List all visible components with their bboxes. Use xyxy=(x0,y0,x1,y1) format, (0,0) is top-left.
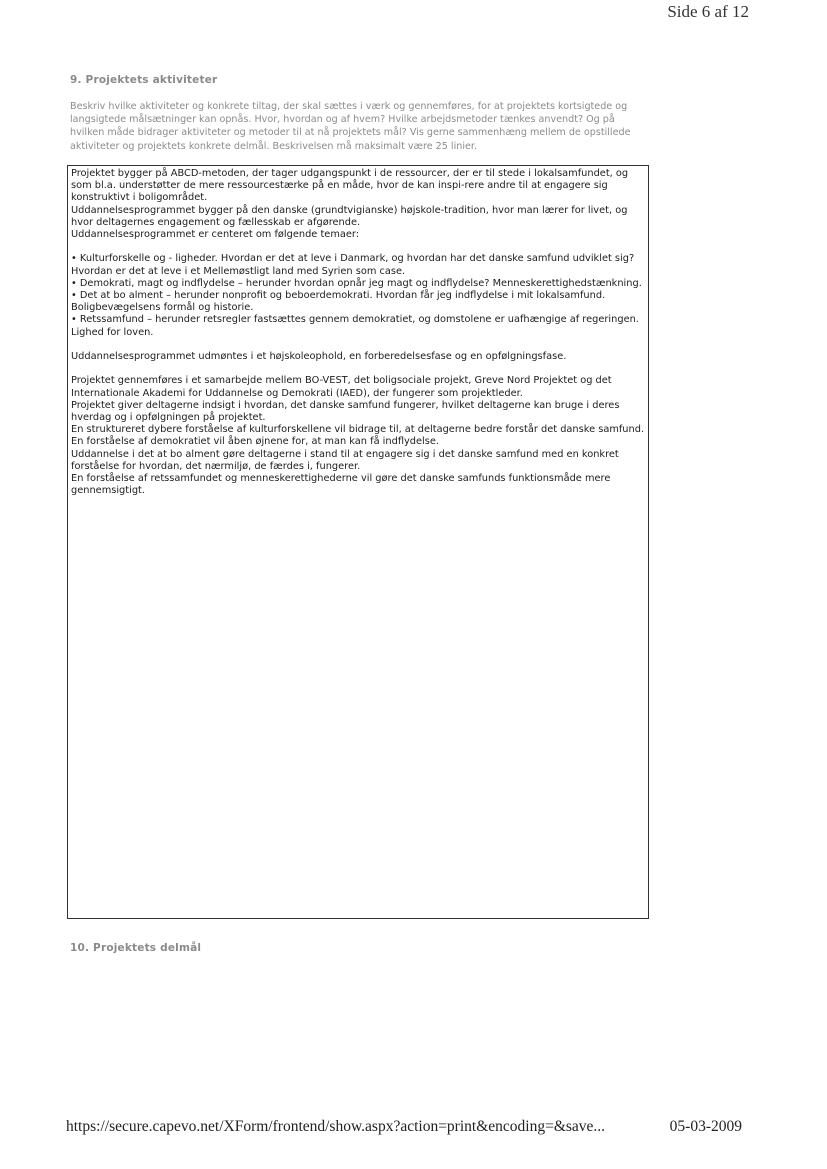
footer-date: 05-03-2009 xyxy=(669,1118,742,1135)
section-9-answer-box xyxy=(67,165,649,919)
answer-paragraph: Uddannelsesprogrammet er centeret om følgende temaer: xyxy=(71,229,360,241)
answer-paragraph: • Det at bo alment – herunder nonprofit og beboerdemokrati. Hvordan får jeg indflydelse i mit lokalsamfund. Boligbevægelsens formål og historie. xyxy=(71,290,606,314)
footer-url: https://secure.capevo.net/XForm/frontend/show.aspx?action=print&encoding=&save... xyxy=(66,1118,606,1135)
answer-blank-line xyxy=(71,339,645,351)
answer-paragraph: • Demokrati, magt og indflydelse – herunder hvordan opnår jeg magt og indflydelse? Menneskerettighedstænkning. xyxy=(71,277,642,289)
answer-blank-line xyxy=(71,363,645,375)
answer-paragraph: Projektet gennemføres i et samarbejde mellem BO-VEST, det boligsociale projekt, Greve Nord Projektet og det Internationale Akademi for Uddannelse og Demokrati (IAED), der fungerer som projektleder. xyxy=(71,375,612,399)
section-9-instructions: Beskriv hvilke aktiviteter og konkrete tiltag, der skal sættes i værk og gennemføres, for at projektets kortsigtede og langsigtede målsætninger kan opnås. Hvor, hvordan og af hvem? Hvilke arbejdsmetoder tænkes anvendt? Og på hvilken måde bidrager aktiviteter og metoder til at nå projektets mål? Vis gerne sammenhæng mellem de opstillede aktiviteter og projektets konkrete delmål. Beskrivelsen må maksimalt være 25 linier. xyxy=(70,101,631,152)
answer-blank-line xyxy=(71,241,645,253)
section-9-heading: 9. Projektets aktiviteter xyxy=(70,74,218,86)
answer-paragraph: En forståelse af retssamfundet og menneskerettighederne vil gøre det danske samfunds funktionsmåde mere gennemsigtigt. xyxy=(71,473,611,497)
answer-paragraph: En struktureret dybere forståelse af kulturforskellene vil bidrage til, at deltagerne bedre forstår det danske samfund. xyxy=(71,424,645,436)
page-counter: Side 6 af 12 xyxy=(667,2,749,21)
section-10-heading: 10. Projektets delmål xyxy=(70,942,202,954)
print-footer xyxy=(66,1118,742,1136)
answer-paragraph: En forståelse af demokratiet vil åben øjnene for, at man kan få indflydelse. xyxy=(71,436,440,448)
answer-paragraph: Projektet giver deltagerne indsigt i hvordan, det danske samfund fungerer, hvilket deltagerne kan bruge i deres hverdag og i opfølgningen på projektet. xyxy=(71,399,620,424)
answer-paragraph: Uddannelse i det at bo alment gøre deltagerne i stand til at engagere sig i det danske samfund med en konkret forståelse for hvordan, det nærmiljø, de færdes i, fungerer. xyxy=(71,448,619,472)
answer-paragraph: Uddannelsesprogrammet bygger på den danske (grundtvigianske) højskole-tradition, hvor man lærer for livet, og hvor deltagernes engagement og fællesskab er afgørende. xyxy=(71,204,628,228)
answer-paragraph: Projektet bygger på ABCD-metoden, der tager udgangspunkt i de ressourcer, der er til stede i lokalsamfundet, og som bl.a. understøtter de mere ressourcestærke på en måde, hvor de kan inspi-rere andre til at engagere sig konstruktivt i boligområdet. xyxy=(71,168,629,204)
answer-paragraph: • Retssamfund – herunder retsregler fastsættes gennem demokratiet, og domstolene er uafhængige af regeringen. Lighed for loven. xyxy=(71,314,639,338)
answer-paragraph: • Kulturforskelle og - ligheder. Hvordan er det at leve i Danmark, og hvordan har det danske samfund udviklet sig? Hvordan er det at leve i et Mellemøstligt land med Syrien som case. xyxy=(71,253,635,277)
answer-paragraph: Uddannelsesprogrammet udmøntes i et højskoleophold, en forberedelsesfase og en opfølgningsfase. xyxy=(71,351,567,363)
